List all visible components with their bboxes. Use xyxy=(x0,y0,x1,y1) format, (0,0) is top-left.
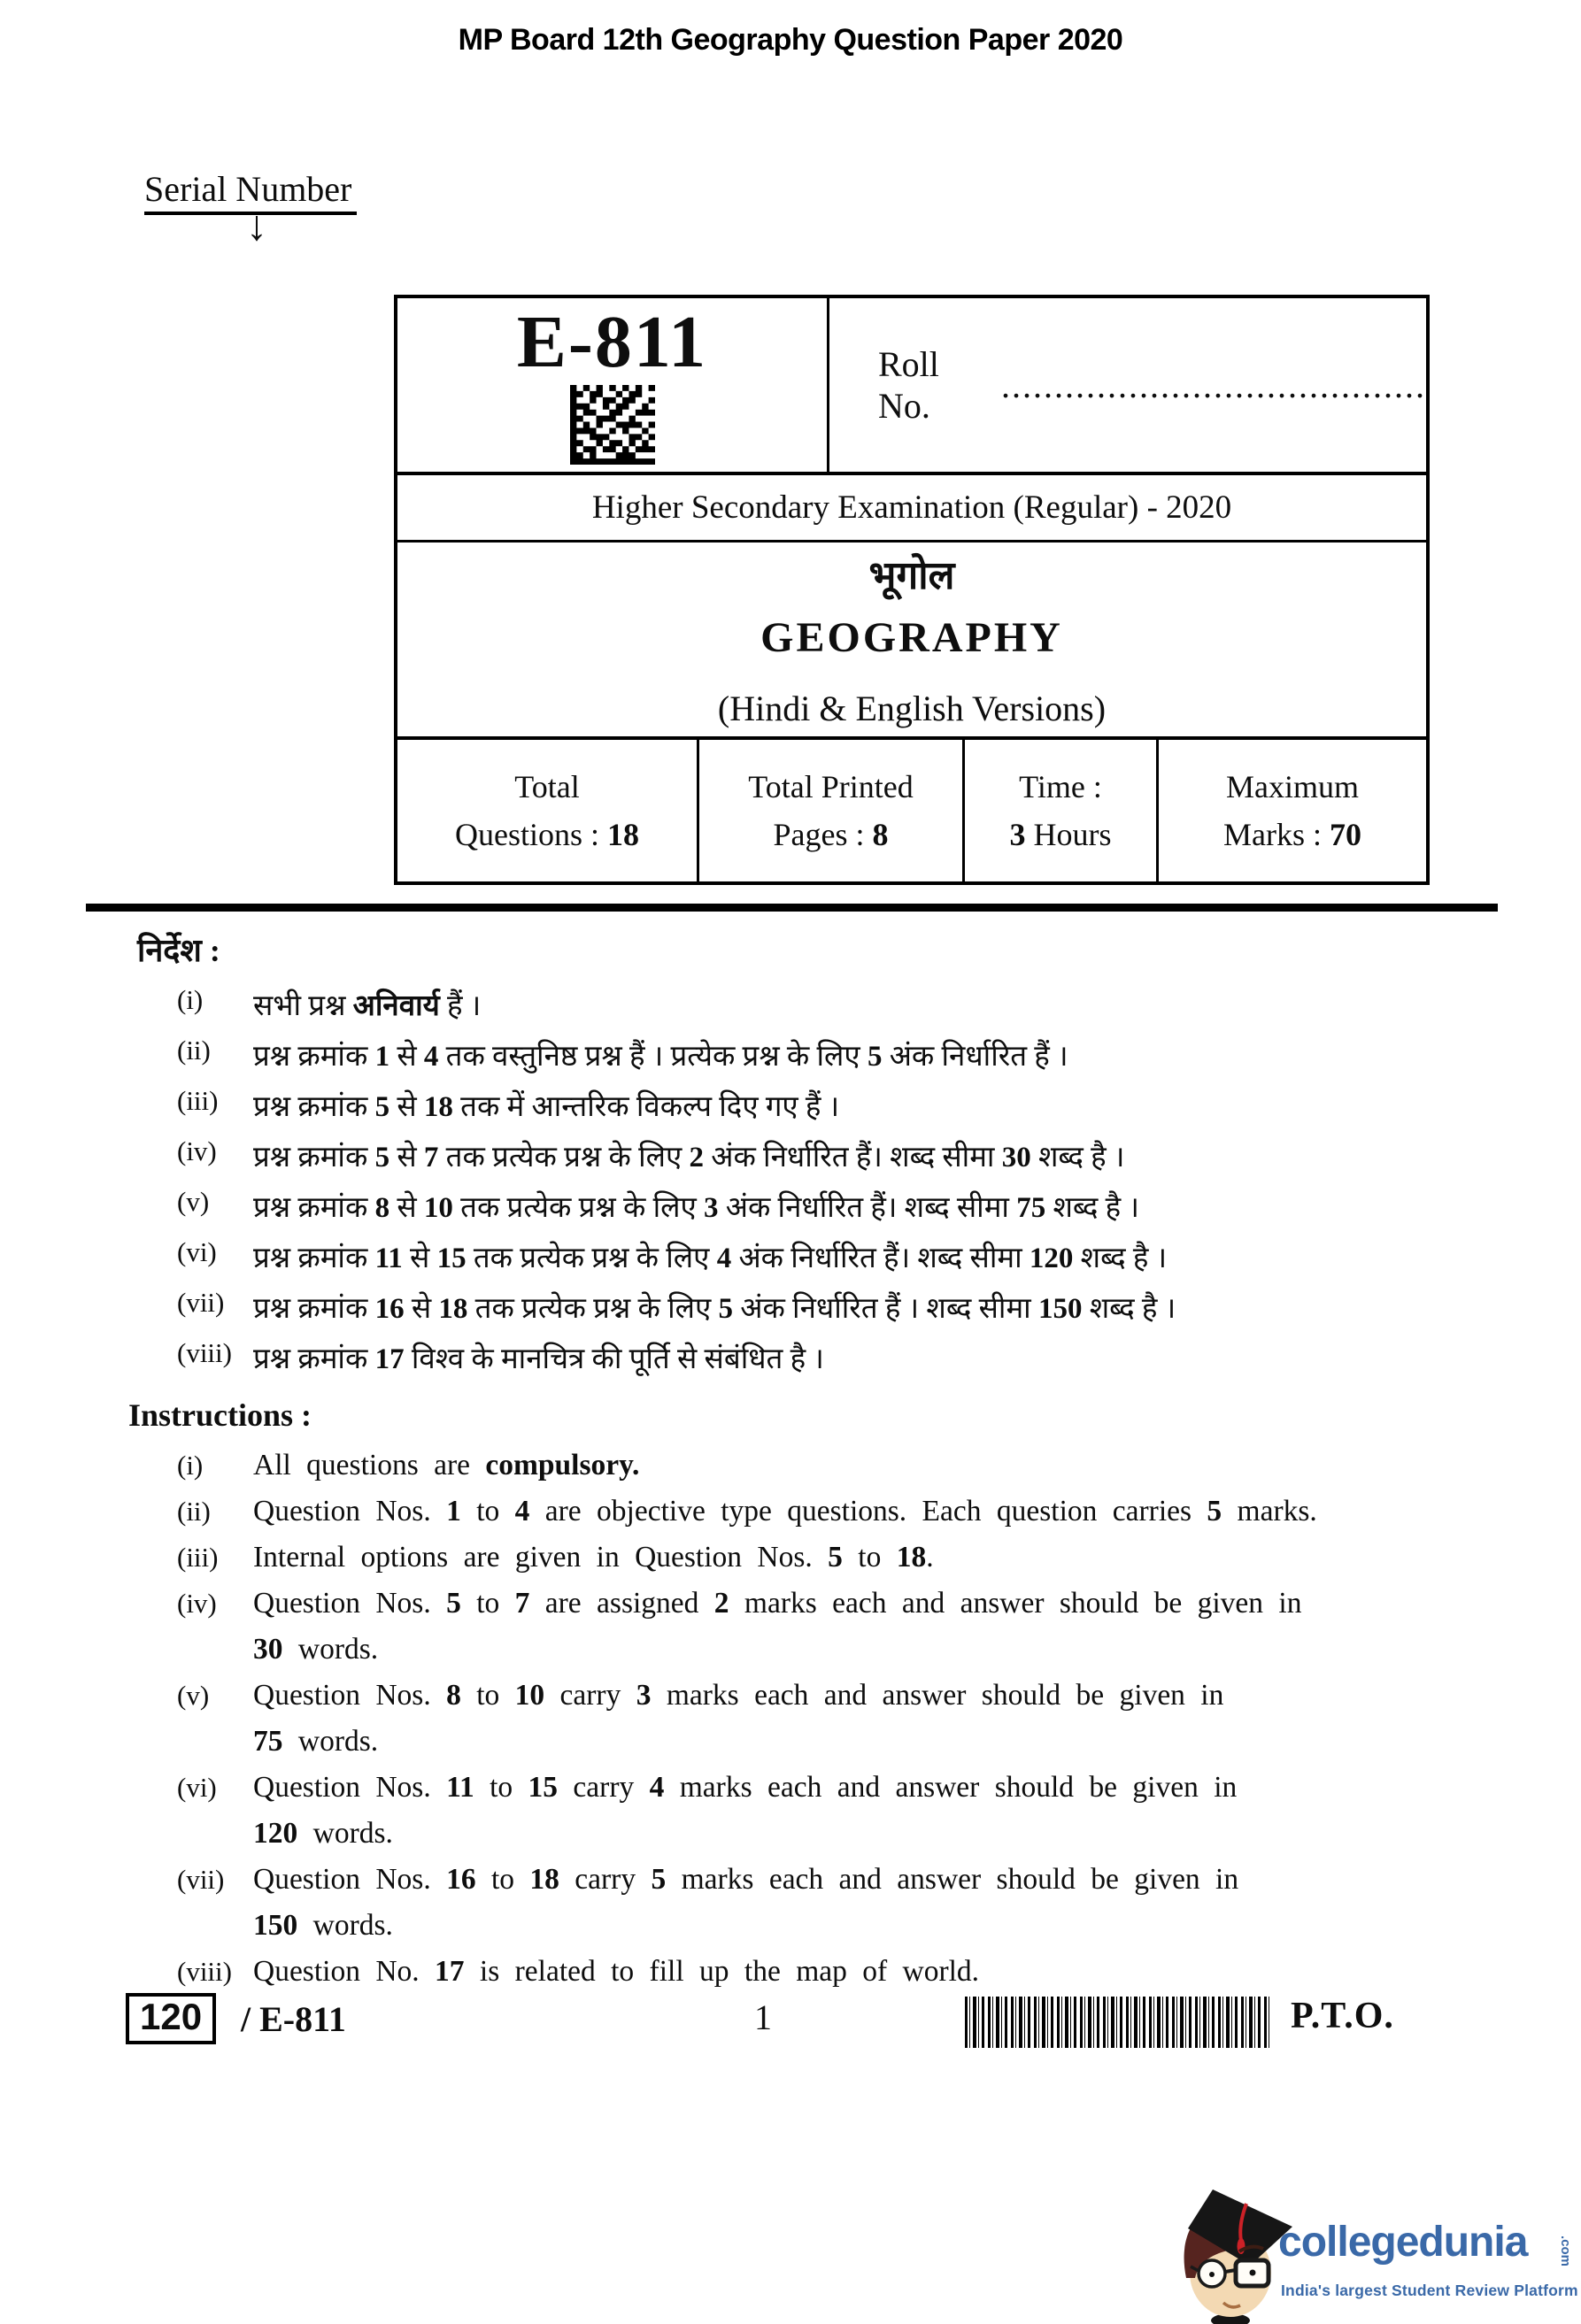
header-row-code-roll xyxy=(397,298,1426,475)
list-item: (iii) प्रश्न क्रमांक 5 से 18 तक में आन्तरिक विकल्प दिए गए हैं । xyxy=(177,1085,840,1123)
english-instructions-heading: Instructions : xyxy=(128,1397,312,1433)
serial-number-label: Serial Number xyxy=(144,168,357,215)
paper-set-number-box: 120 xyxy=(126,1993,216,2044)
collegedunia-logo-suffix: .com xyxy=(1558,2236,1573,2267)
page-title: MP Board 12th Geography Question Paper 2020 xyxy=(458,23,1123,57)
list-item: (iv) प्रश्न क्रमांक 5 से 7 तक प्रत्येक प्रश्न के लिए 2 अंक निर्धारित हैं। शब्द सीमा 30 शब्द है । xyxy=(177,1135,1125,1174)
hindi-instructions-list xyxy=(177,984,1443,1388)
time-cell: Time : 3 Hours xyxy=(965,740,1159,881)
paper-code-cell xyxy=(397,298,829,472)
collegedunia-tagline: India's largest Student Review Platform xyxy=(1281,2282,1578,2299)
list-item: (iii) Internal options are given in Question Nos. 5 to 18. xyxy=(177,1541,934,1574)
list-item: (v) प्रश्न क्रमांक 8 से 10 तक प्रत्येक प्रश्न के लिए 3 अंक निर्धारित हैं। शब्द सीमा 75 शब्द है । xyxy=(177,1186,1139,1224)
roll-number-cell xyxy=(829,298,1426,472)
list-item: (i) All questions are compulsory. xyxy=(177,1449,640,1481)
exam-header-box xyxy=(394,295,1430,885)
list-item: (viii) प्रश्न क्रमांक 17 विश्व के मानचित्र की पूर्ति से संबंधित है । xyxy=(177,1337,824,1375)
paper-code-footer: / E-811 xyxy=(241,1999,346,2039)
datamatrix-barcode-icon xyxy=(570,385,655,465)
list-item: (ii) Question Nos. 1 to 4 are objective type questions. Each question carries 5 marks. xyxy=(177,1495,1317,1528)
hindi-instructions-heading: निर्देश : xyxy=(137,933,220,968)
list-item: (v) Question Nos. 8 to 10 carry 3 marks each and answer should be given in 75 words. xyxy=(177,1679,1224,1758)
page-number: 1 xyxy=(754,1997,772,2037)
list-item: (vii) प्रश्न क्रमांक 16 से 18 तक प्रत्येक प्रश्न के लिए 5 अंक निर्धारित हैं । शब्द सीमा 150 शब्द है । xyxy=(177,1287,1176,1325)
list-item: (iv) Question Nos. 5 to 7 are assigned 2 marks each and answer should be given in 30 words. xyxy=(177,1587,1302,1666)
collegedunia-logo: collegedunia xyxy=(1278,2219,1528,2266)
total-questions-cell: Total Questions : 18 xyxy=(397,740,699,881)
barcode-icon xyxy=(965,1997,1270,2048)
list-item: (vii) Question Nos. 16 to 18 carry 5 marks each and answer should be given in 150 words. xyxy=(177,1863,1239,1942)
header-separator-rule xyxy=(86,904,1498,912)
subject-block xyxy=(397,543,1426,740)
max-marks-cell: Maximum Marks : 70 xyxy=(1223,769,1361,852)
subject-english: GEOGRAPHY xyxy=(760,614,1063,662)
roll-no-label: Roll No. xyxy=(878,344,939,426)
subject-hindi: भूगोल xyxy=(868,554,955,597)
list-item: (i) सभी प्रश्न अनिवार्य हैं । xyxy=(177,984,482,1022)
list-item: (vi) प्रश्न क्रमांक 11 से 15 तक प्रत्येक प्रश्न के लिए 4 अंक निर्धारित हैं। शब्द सीमा 120 शब्द है । xyxy=(177,1236,1168,1274)
printed-pages-cell: Total Printed Pages : 8 xyxy=(699,740,965,881)
list-item: (ii) प्रश्न क्रमांक 1 से 4 तक वस्तुनिष्ठ प्रश्न हैं । प्रत्येक प्रश्न के लिए 5 अंक निर्धारित हैं । xyxy=(177,1035,1068,1073)
list-item: (vi) Question Nos. 11 to 15 carry 4 marks each and answer should be given in 120 words. xyxy=(177,1771,1238,1850)
list-item: (viii) Question No. 17 is related to fill up the map of world. xyxy=(177,1955,980,1988)
versions-line: (Hindi & English Versions) xyxy=(717,689,1107,729)
english-instructions-list xyxy=(177,1443,1425,1995)
pto-label: P.T.O. xyxy=(1291,1996,1394,2036)
exam-title-line: Higher Secondary Examination (Regular) - 2020 xyxy=(397,475,1426,543)
paper-code: E-811 xyxy=(516,301,708,383)
down-arrow-icon: ↓ xyxy=(246,203,267,250)
exam-meta-table xyxy=(397,740,1426,881)
roll-no-dotted-line: ........................................ xyxy=(1001,365,1426,405)
